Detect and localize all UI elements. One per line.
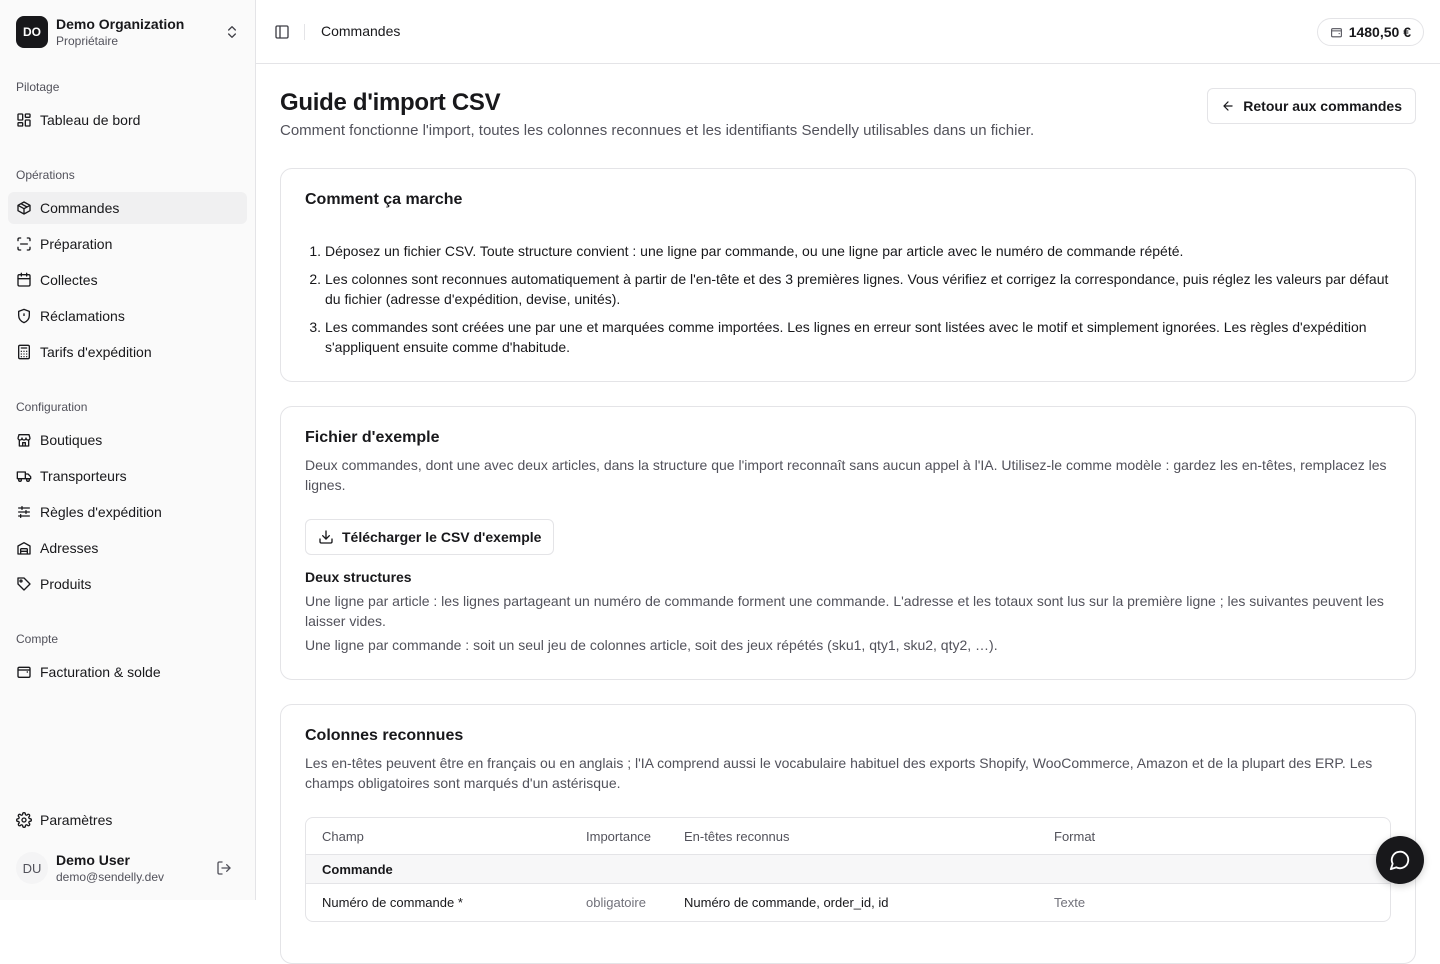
user-email: demo@sendelly.dev	[56, 869, 165, 884]
sidebar-item-dashboard[interactable]	[8, 104, 247, 136]
step-number: 3.	[309, 319, 321, 335]
nav-group-configuration: Configuration	[16, 400, 88, 414]
list-item	[305, 241, 1395, 261]
main-content	[256, 64, 1440, 910]
card-title: Comment ça marche	[305, 191, 463, 208]
back-button-label: Retour aux commandes	[1243, 98, 1402, 114]
download-button-label: Télécharger le CSV d'exemple	[342, 529, 542, 545]
sidebar-item-label: Tarifs d'expédition	[40, 344, 152, 360]
sidebar-item-adresses[interactable]	[8, 532, 247, 564]
structures-title: Deux structures	[305, 569, 412, 585]
chat-button[interactable]	[1376, 836, 1424, 884]
back-to-orders-button[interactable]	[1207, 88, 1416, 124]
table-row	[306, 884, 1390, 921]
arrow-left-icon	[1221, 99, 1235, 113]
shield-icon	[16, 308, 32, 324]
columns-table	[305, 817, 1391, 922]
card-description: Les en-têtes peuvent être en français ou en anglais ; l'IA comprend aussi le vocabulaire habituel des exports Shopify, WooCommerce, Amazon et de la plupart des ERP. Les champs obligatoires sont marqués d'un astérisque.	[305, 755, 1373, 791]
step-number: 1.	[309, 243, 321, 259]
list-item	[305, 317, 1395, 357]
logout-icon[interactable]	[216, 860, 232, 876]
wallet-icon	[16, 664, 32, 680]
sidebar-item-produits[interactable]	[8, 568, 247, 600]
store-icon	[16, 432, 32, 448]
sidebar-item-preparation[interactable]	[8, 228, 247, 260]
package-icon	[16, 200, 32, 216]
step-number: 2.	[309, 271, 321, 287]
table-group-row: Commande	[306, 855, 1390, 884]
org-role: Propriétaire	[56, 33, 119, 48]
card-title: Fichier d'exemple	[305, 429, 440, 446]
sidebar-item-label: Préparation	[40, 236, 113, 252]
wallet-icon	[1330, 26, 1343, 39]
column-header-importance: Importance	[586, 828, 652, 844]
sidebar-item-label: Règles d'expédition	[40, 504, 162, 520]
sidebar-item-label: Adresses	[40, 540, 99, 556]
cell-format: Texte	[1054, 895, 1086, 910]
download-example-csv-button[interactable]	[305, 519, 554, 555]
dashboard-icon	[16, 112, 32, 128]
cell-field: Numéro de commande *	[322, 895, 463, 910]
column-header-format: Format	[1054, 828, 1096, 844]
sidebar-item-parametres[interactable]	[8, 804, 247, 836]
user-name: Demo User	[56, 851, 130, 868]
avatar: DU	[16, 852, 48, 884]
warehouse-icon	[16, 540, 32, 556]
chat-icon	[1389, 849, 1411, 871]
sidebar-item-label: Produits	[40, 576, 92, 592]
cell-importance: obligatoire	[586, 895, 646, 910]
list-item	[305, 269, 1395, 309]
sidebar-item-tarifs[interactable]	[8, 336, 247, 368]
column-header-field: Champ	[322, 828, 364, 844]
sliders-icon	[16, 504, 32, 520]
step-text: Déposez un fichier CSV. Toute structure convient : une ligne par commande, ou une ligne par article avec le numéro de commande répété.	[325, 243, 1184, 259]
scan-icon	[16, 236, 32, 252]
how-it-works-card	[280, 168, 1416, 382]
sidebar-item-facturation[interactable]	[8, 656, 247, 688]
table-header	[306, 818, 1390, 855]
card-description: Deux commandes, dont une avec deux articles, dans la structure que l'import reconnaît sans aucun appel à l'IA. Utilisez-le comme modèle : gardez les en-têtes, remplacez les lignes.	[305, 457, 1387, 493]
sidebar-item-label: Paramètres	[40, 812, 113, 828]
gear-icon	[16, 812, 32, 828]
cell-recognized: Numéro de commande, order_id, id	[684, 895, 889, 910]
sidebar-toggle-icon[interactable]	[274, 24, 290, 40]
nav-group-operations: Opérations	[16, 168, 75, 182]
sidebar-item-label: Facturation & solde	[40, 664, 161, 680]
recognized-columns-card	[280, 704, 1416, 964]
card-title: Colonnes reconnues	[305, 727, 464, 744]
nav-group-pilotage: Pilotage	[16, 80, 60, 94]
org-avatar: DO	[16, 16, 48, 48]
sidebar-item-label: Réclamations	[40, 308, 125, 324]
org-name: Demo Organization	[56, 15, 185, 32]
download-icon	[318, 529, 334, 545]
sidebar	[0, 0, 256, 900]
example-file-card	[280, 406, 1416, 680]
sidebar-item-collectes[interactable]	[8, 264, 247, 296]
page-subtitle: Comment fonctionne l'import, toutes les colonnes reconnues et les identifiants Sendelly utilisables dans un fichier.	[280, 122, 1035, 139]
calendar-icon	[16, 272, 32, 288]
header-divider	[304, 24, 305, 40]
sidebar-item-label: Commandes	[40, 200, 120, 216]
chevrons-up-down-icon	[224, 24, 240, 40]
sidebar-item-label: Boutiques	[40, 432, 103, 448]
breadcrumb[interactable]: Commandes	[321, 23, 401, 39]
structure-per-order: Une ligne par commande : soit un seul jeu de colonnes article, soit des jeux répétés (sku1, qty1, sku2, qty2, …).	[305, 637, 998, 653]
balance-amount: 1480,50 €	[1348, 24, 1411, 40]
sidebar-item-reclamations[interactable]	[8, 300, 247, 332]
organization-switcher[interactable]	[16, 16, 240, 48]
step-text: Les commandes sont créées une par une et marquées comme importées. Les lignes en erreur sont listées avec le motif et simplement ignorées. Les règles d'expédition s'appliquent ensuite comme d'habitude.	[325, 319, 1367, 355]
tag-icon	[16, 576, 32, 592]
column-header-recognized: En-têtes reconnus	[684, 828, 790, 844]
sidebar-item-label: Collectes	[40, 272, 98, 288]
sidebar-item-transporteurs[interactable]	[8, 460, 247, 492]
structure-per-item: Une ligne par article : les lignes partageant un numéro de commande forment une commande. L'adresse et les totaux sont lus sur la première ligne ; les suivantes peuvent les laisser vides.	[305, 593, 1384, 629]
calculator-icon	[16, 344, 32, 360]
nav-group-compte: Compte	[16, 632, 59, 646]
step-text: Les colonnes sont reconnues automatiquement à partir de l'en-tête et des 3 premières lignes. Vous vérifiez et corrigez la correspondance, puis réglez les valeurs par défaut du fichier (adresse d'expédition, devise, unités).	[325, 271, 1389, 307]
top-bar	[256, 0, 1440, 64]
steps-list	[305, 241, 1395, 365]
balance-badge[interactable]	[1317, 18, 1424, 46]
sidebar-item-boutiques[interactable]	[8, 424, 247, 456]
sidebar-item-label: Transporteurs	[40, 468, 127, 484]
sidebar-item-regles[interactable]	[8, 496, 247, 528]
sidebar-item-label: Tableau de bord	[40, 112, 141, 128]
sidebar-item-commandes[interactable]	[8, 192, 247, 224]
page-title: Guide d'import CSV	[280, 89, 501, 116]
user-menu	[16, 852, 240, 884]
truck-icon	[16, 468, 32, 484]
